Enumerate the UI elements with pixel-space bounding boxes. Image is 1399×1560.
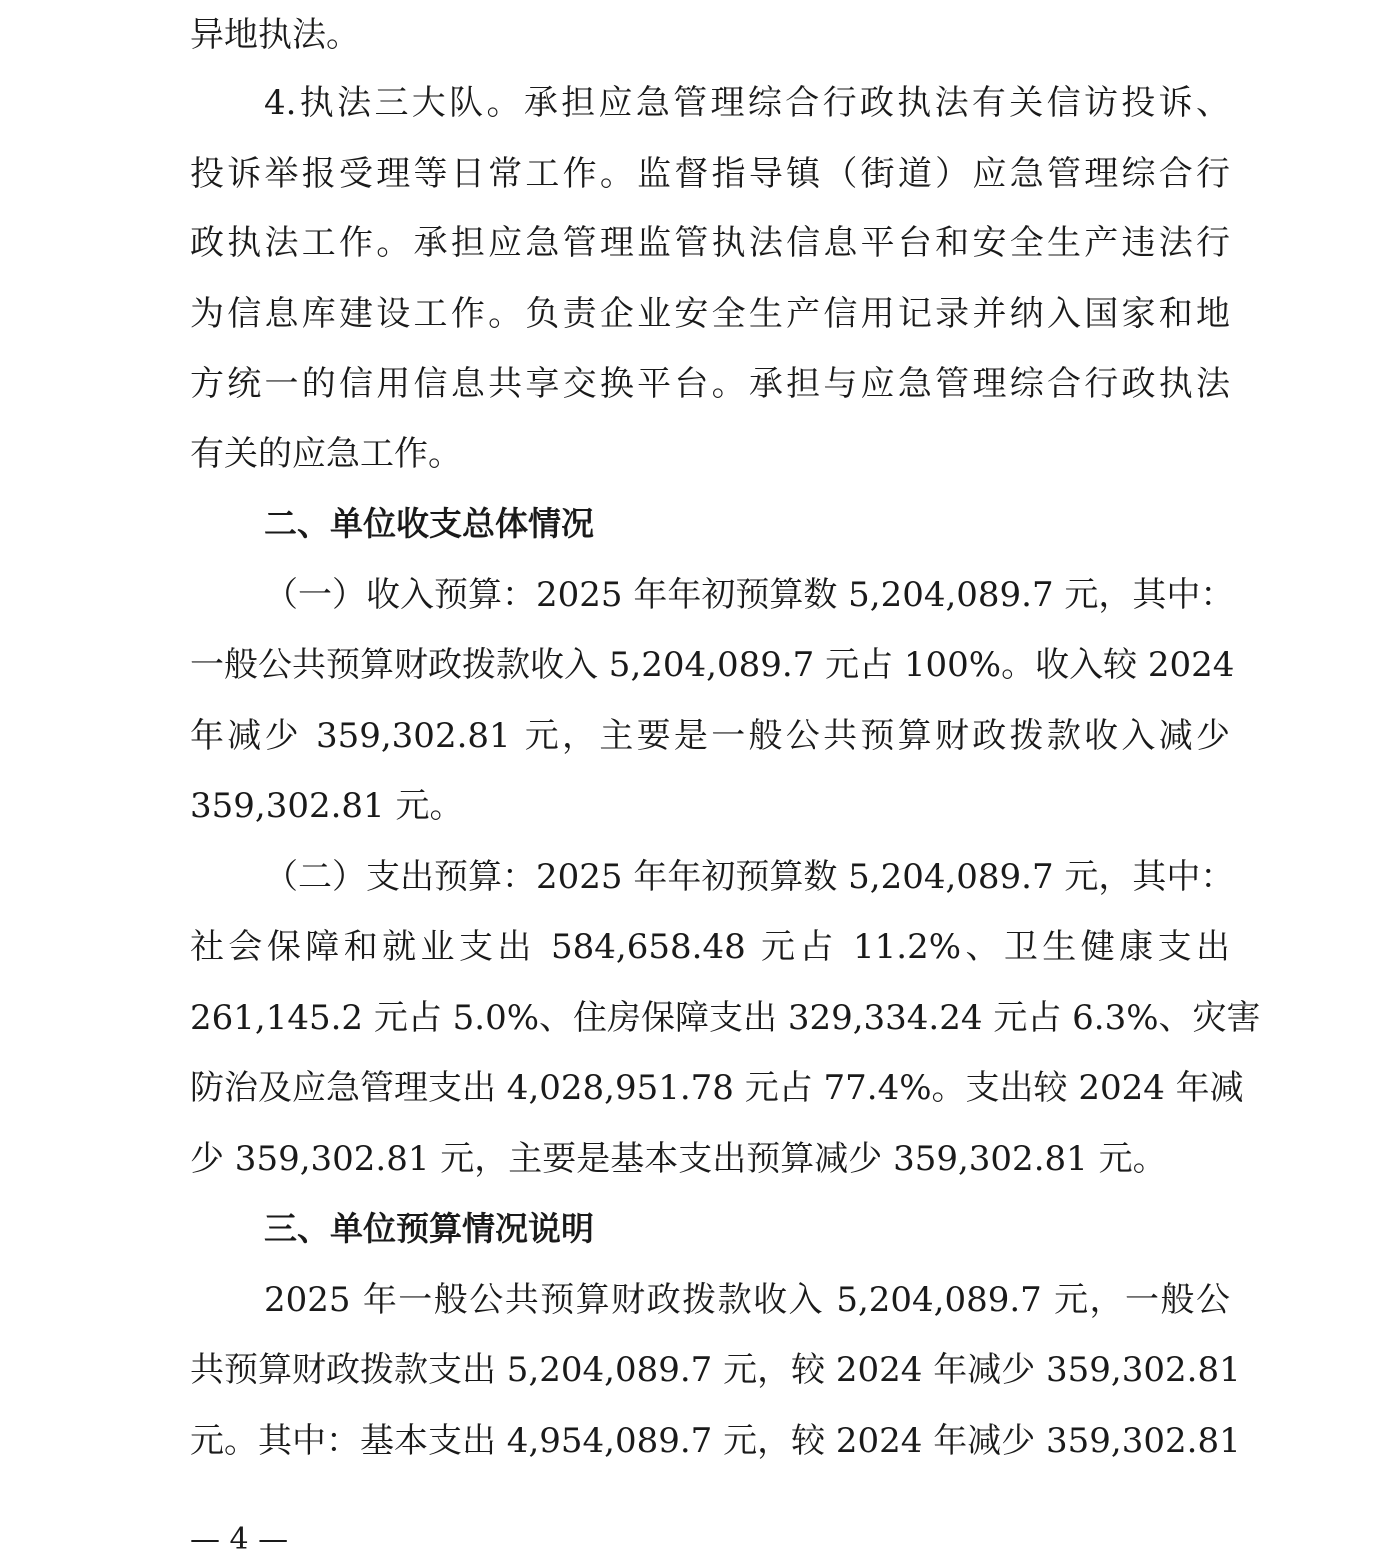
paragraph-line: （一）收入预算：2025 年年初预算数 5,204,089.7 元，其中： [264,575,1235,615]
page-number: — 4 — [190,1522,289,1557]
paragraph-line: 有关的应急工作。 [190,434,462,474]
section-heading: 二、单位收支总体情况 [264,504,594,543]
paragraph-line: 一般公共预算财政拨款收入 5,204,089.7 元占 100%。收入较 2024 [190,645,1235,685]
paragraph-line: 共预算财政拨款支出 5,204,089.7 元，较 2024 年减少 359,302.81 [190,1350,1241,1390]
paragraph-line: 2025 年一般公共预算财政拨款收入 5,204,089.7 元，一般公 [264,1280,1230,1320]
paragraph-line: （二）支出预算：2025 年年初预算数 5,204,089.7 元，其中： [264,857,1235,897]
paragraph-line: 社会保障和就业支出 584,658.48 元占 11.2%、卫生健康支出 [190,927,1230,967]
paragraph-line: 方统一的信用信息共享交换平台。承担与应急管理综合行政执法 [190,364,1230,404]
section-heading: 三、单位预算情况说明 [264,1209,594,1248]
paragraph-line: 异地执法。 [190,15,360,55]
paragraph-line: 元。其中：基本支出 4,954,089.7 元，较 2024 年减少 359,302.81 [190,1421,1241,1461]
paragraph-line: 防治及应急管理支出 4,028,951.78 元占 77.4%。支出较 2024 年减 [190,1068,1244,1108]
paragraph-line: 少 359,302.81 元，主要是基本支出预算减少 359,302.81 元。 [190,1139,1167,1179]
paragraph-line: 为信息库建设工作。负责企业安全生产信用记录并纳入国家和地 [190,294,1230,334]
paragraph-line: 政执法工作。承担应急管理监管执法信息平台和安全生产违法行 [190,223,1230,263]
paragraph-line: 年减少 359,302.81 元，主要是一般公共预算财政拨款收入减少 [190,716,1230,756]
paragraph-line: 4.执法三大队。承担应急管理综合行政执法有关信访投诉、 [264,83,1230,123]
paragraph-line: 投诉举报受理等日常工作。监督指导镇（街道）应急管理综合行 [190,154,1230,194]
paragraph-line: 261,145.2 元占 5.0%、住房保障支出 329,334.24 元占 6.3%、灾害 [190,998,1261,1038]
paragraph-line: 359,302.81 元。 [190,786,464,826]
